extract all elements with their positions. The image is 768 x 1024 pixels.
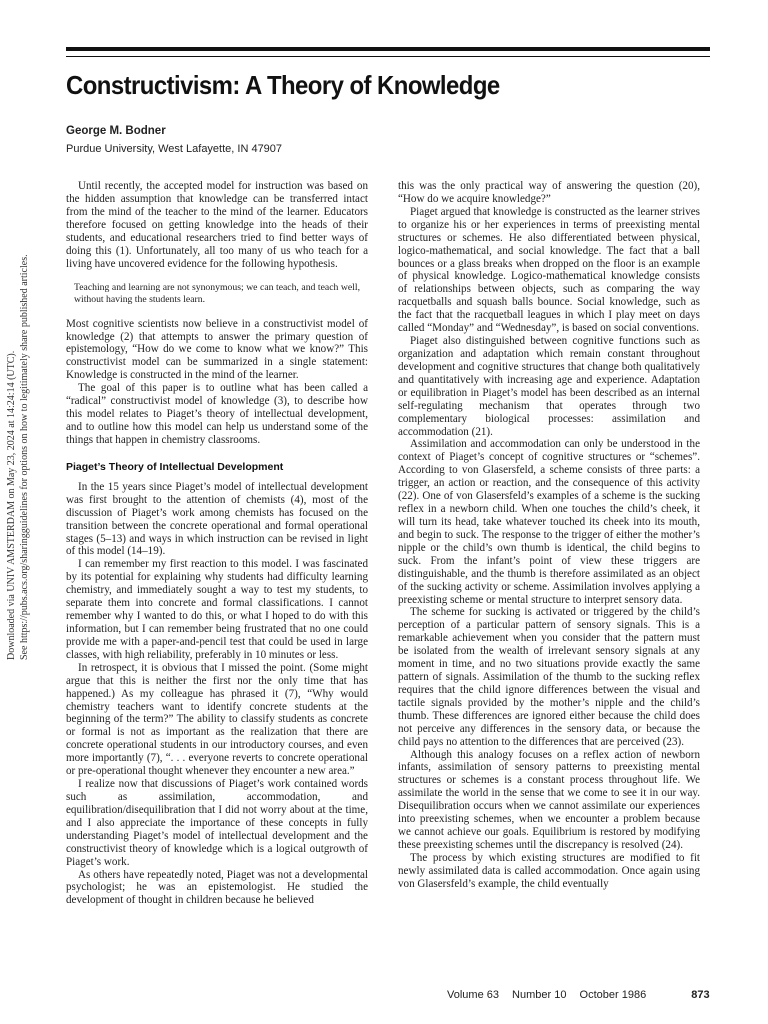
download-notice-line-1: Downloaded via UNIV AMSTERDAM on May 23, 2024 at 14:24:14 (UTC).: [6, 350, 17, 660]
author-affiliation: Purdue University, West Lafayette, IN 47907: [66, 143, 283, 155]
paragraph: As others have repeatedly noted, Piaget was not a developmental psychologist; he was an epistemologist. He studied the development of thought in children because he believed: [66, 868, 368, 907]
journal-date: October 1986: [579, 989, 647, 1001]
paragraph: In retrospect, it is obvious that I missed the point. (Some might argue that this is neither the first nor the only time that has happened.) As my colleague has phrased it (7), “Why would chemistry teachers want to identify concrete students at the beginning of the term?” The ability to classify students as concrete or formal is not as important as the realization that there are concrete operational students in our introductory courses, and even more importantly (7), “. . . everyone reverts to concrete operational or pre-operational thought whenever they encounter a new area.”: [66, 661, 368, 778]
paragraph: The scheme for sucking is activated or triggered by the child’s perception of a particular pattern of sensory signals. This is a remarkable achievement when you consider that the pattern must be isolated from the wealth of irrelevant sensory signals at any moment in time, and no two situations provide exactly the same pattern of signals. Assimilation of the thumb to the sucking reflex requires that the child ignore differences between the visual and tactile signals provided by the mother’s nipple and the child’s thumb. These differences are ignored either because the child does not perceive any differences in the sensory data, or because the child pays no attention to the differences that are perceived (23).: [398, 606, 700, 748]
left-column: [66, 180, 368, 907]
top-rule-thin: [66, 56, 710, 57]
paragraph: Until recently, the accepted model for instruction was based on the hidden assumption that knowledge can be transferred intact from the mind of the teacher to the mind of the learner. Educators therefore focused on getting knowledge into the heads of their students, and educational researchers tried to find better ways of doing this (1). Unfortunately, all too many of us who teach for a living have uncovered evidence for the following hypothesis.: [66, 180, 368, 270]
download-notice: [6, 254, 31, 660]
paragraph: Piaget argued that knowledge is constructed as the learner strives to organize his or her experiences in terms of preexisting mental structures or schemes. He also differentiated between physical, logico-mathematical, and social knowledge. The fact that a ball bounces or a glass breaks when dropped on the floor is an example of physical knowledge. Logico-mathematical knowledge consists of relationships between objects, such as comparing the way racquetballs and squash balls bounce. Social knowledge, such as the fact that the racquetball leagues in which I play meet on days called “Monday” and “Wednesday”, is based on social conventions.: [398, 205, 700, 335]
page-number: 873: [691, 989, 710, 1001]
article-title: Constructivism: A Theory of Knowledge: [66, 70, 500, 100]
author-name: George M. Bodner: [66, 125, 166, 137]
pull-quote: Teaching and learning are not synonymous; we can teach, and teach well, without having the students learn.: [74, 282, 360, 306]
paragraph: Piaget also distinguished between cognitive functions such as organization and adaptation which remain constant throughout development and cognitive structures that change both qualitatively and quantitatively with increasing age and experience. Adaptation or equilibration in Piaget’s model has been described as an internal self-regulating mechanism that operates through two complementary biological processes: assimilation and accommodation (21).: [398, 335, 700, 438]
paragraph: In the 15 years since Piaget’s model of intellectual development was first brought to the attention of chemists (4), most of the discussion of Piaget’s work among chemists has focused on the transition between the concrete operational and formal operational stages (5–13) and ways in which instruction can be revised in light of this model (14–19).: [66, 480, 368, 558]
paragraph: this was the only practical way of answering the question (20), “How do we acquire knowledge?”: [398, 180, 700, 205]
paragraph: I can remember my first reaction to this model. I was fascinated by its potential for explaining why students had difficulty learning chemistry, and immediately sought a way to test my students, to separate them into concrete and formal classifications. I cannot remember why I wanted to do this, or what I hoped to do with this information, but I can remember being frustrated that no one could provide me with a paper-and-pencil test that could be used in large classes, with high reliability, preferably in 10 minutes or less.: [66, 558, 368, 661]
right-column: [398, 180, 700, 891]
page-footer: [447, 989, 710, 1001]
paragraph: The process by which existing structures are modified to fit newly assimilated data is called accommodation. Once again using von Glasersfeld’s example, the child eventually: [398, 851, 700, 890]
paragraph: The goal of this paper is to outline what has been called a “radical” constructivist model of knowledge (3), to describe how this model relates to Piaget’s theory of intellectual development, and to outline how this model can help us understand some of the things that happen in chemistry classrooms.: [66, 382, 368, 446]
journal-volume: Volume 63: [447, 989, 499, 1001]
paragraph: Assimilation and accommodation can only be understood in the context of Piaget’s concept of cognitive structures or “schemes”. According to von Glasersfeld, a scheme consists of three parts: a trigger, an action or reaction, and the consequence of this activity (22). One of von Glasersfeld’s examples of a scheme is the sucking reflex in a newborn child. When one touches the child’s cheek, it will turn its head, take whatever touched its cheek into its mouth, and begin to suck. The response to the trigger of either the mother’s nipple or the child’s own thumb is identical, the child begins to suck. From the infant’s point of view these triggers are distinguishable, and the thumb is therefore assimilated as an object of the sucking activity or scheme. Assimilation involves applying a preexisting scheme or mental structure to interpret sensory data.: [398, 438, 700, 606]
top-rule-thick: [66, 47, 710, 51]
section-heading: Piaget’s Theory of Intellectual Development: [66, 460, 284, 473]
paragraph: Although this analogy focuses on a reflex action of newborn infants, assimilation of sensory patterns to preexisting mental structures or schemes is a constant process throughout life. We assimilate the world in the sense that we come to see it in our way. Disequilibration occurs when we cannot assimilate our experiences into preexisting schemes, when we encounter a problem because we cannot achieve our goals. Equilibrium is restored by modifying these preexisting schemes until the discrepancy is resolved (24).: [398, 748, 700, 852]
paragraph: I realize now that discussions of Piaget’s work contained words such as assimilation, accommodation, and equilibration/disequilibration that I did not worry about at the time, and I also appreciate the importance of these concepts in fully understanding Piaget’s model of intellectual development and the constructivist theory of knowledge which is a logical outgrowth of Piaget’s work.: [66, 778, 368, 868]
download-notice-line-2: See https://pubs.acs.org/sharingguidelines for options on how to legitimately share published articles.: [18, 254, 30, 660]
journal-number: Number 10: [512, 989, 567, 1001]
paragraph: Most cognitive scientists now believe in a constructivist model of knowledge (2) that attempts to answer the primary question of epistemology, “How do we come to know what we know?” This constructivist model can be summarized in a single statement: Knowledge is constructed in the mind of the learner.: [66, 317, 368, 382]
